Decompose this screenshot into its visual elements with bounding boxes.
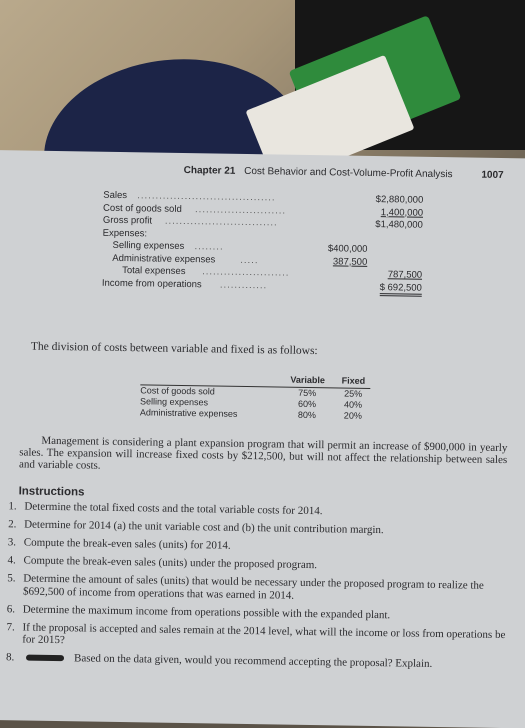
cogs-amount: 1,400,000 — [380, 206, 424, 219]
cogs-label: Cost of goods sold — [103, 202, 182, 215]
chapter-label: Chapter 21 — [183, 164, 236, 177]
fixed-percent: 25% — [344, 388, 363, 399]
item-number: 4. — [7, 554, 16, 567]
row-name: Administrative expenses — [139, 407, 238, 419]
income-statement — [101, 189, 424, 295]
row-name: Cost of goods sold — [140, 385, 215, 397]
list-item — [7, 554, 507, 574]
leader-dots: ..... — [240, 254, 259, 266]
instructions-title: Instructions — [18, 485, 85, 499]
list-item — [6, 651, 506, 671]
item-number: 3. — [7, 536, 17, 549]
item-text: Determine the amount of sales (units) that would be necessary under the proposed program to realize the $692,500 of income from operations that was earned in 2014. — [22, 572, 484, 602]
page-header — [184, 165, 504, 181]
variable-percent: 75% — [298, 387, 317, 399]
variable-percent: 80% — [297, 409, 316, 421]
income-label: Income from operations — [101, 277, 202, 290]
selling-amount: $400,000 — [327, 243, 368, 255]
variable-percent: 60% — [297, 398, 317, 410]
table-row — [140, 407, 370, 422]
admin-amount: 387,500 — [332, 255, 368, 268]
item-number: 1. — [8, 500, 17, 513]
leader-dots: ........................ — [202, 266, 290, 279]
item-text: Determine the total fixed costs and the total variable costs for 2014. — [24, 500, 323, 518]
cost-split-table — [140, 372, 371, 422]
row-name: Selling expenses — [139, 396, 209, 408]
item-number: 5. — [7, 572, 16, 585]
item-number: 8. — [5, 651, 15, 664]
item-number: 2. — [8, 518, 17, 531]
item-text: Compute the break-even sales (units) for 2014. — [23, 536, 231, 552]
fixed-percent: 40% — [343, 399, 363, 410]
item-text: Compute the break-even sales (units) under the proposed program. — [23, 554, 318, 572]
income-amount: $ 692,500 — [379, 282, 421, 297]
item-number: 6. — [6, 602, 16, 615]
selling-label: Selling expenses — [112, 239, 185, 253]
admin-label: Administrative expenses — [112, 252, 216, 265]
list-item — [7, 603, 507, 623]
gross-profit-label: Gross profit — [102, 214, 153, 227]
list-item — [8, 500, 508, 520]
gross-profit-amount: $1,480,000 — [375, 218, 423, 231]
sales-amount: $2,880,000 — [375, 194, 424, 206]
variable-header: Variable — [290, 374, 326, 386]
item-text: Determine for 2014 (a) the unit variable cost and (b) the unit contribution margin. — [24, 518, 384, 537]
leader-dots: ............................... — [164, 215, 278, 229]
fixed-header: Fixed — [341, 375, 366, 386]
page-number: 1007 — [481, 169, 504, 182]
list-item — [7, 572, 507, 605]
chapter-title: Cost Behavior and Cost-Volume-Profit Analysis — [244, 165, 453, 181]
textbook-page — [0, 150, 525, 728]
fixed-percent: 20% — [343, 410, 362, 421]
leader-dots: ...................................... — [137, 190, 276, 204]
item-number: 7. — [6, 620, 15, 633]
total-expenses-label: Total expenses — [122, 265, 186, 278]
leader-dots: ............. — [219, 279, 268, 291]
list-item — [8, 536, 508, 556]
item-text: Based on the data given, would you recommend accepting the proposal? Explain. — [73, 652, 433, 670]
list-item — [6, 621, 506, 654]
item-text: If the proposal is accepted and sales remain at the 2014 level, what will the income or loss from operations be for 2015? — [22, 621, 506, 647]
leader-dots: ......................... — [195, 203, 287, 217]
expenses-label: Expenses: — [102, 227, 148, 239]
management-paragraph: Management is considering a plant expansion program that will permit an increase of $900,000 in yearly sales. The expansion will increase fixed costs by $212,500, but will not affect the relationship between sales and variable costs. — [18, 434, 508, 472]
total-expenses-amount: 787,500 — [387, 269, 423, 281]
division-sentence: The division of costs between variable and fixed is as follows: — [30, 340, 318, 358]
item-text: Determine the maximum income from operations possible with the expanded plant. — [22, 603, 391, 621]
marker-highlight — [26, 655, 64, 662]
instructions-list — [6, 500, 509, 677]
sales-label: Sales — [103, 189, 128, 202]
list-item — [8, 518, 508, 538]
leader-dots: ........ — [194, 241, 224, 253]
